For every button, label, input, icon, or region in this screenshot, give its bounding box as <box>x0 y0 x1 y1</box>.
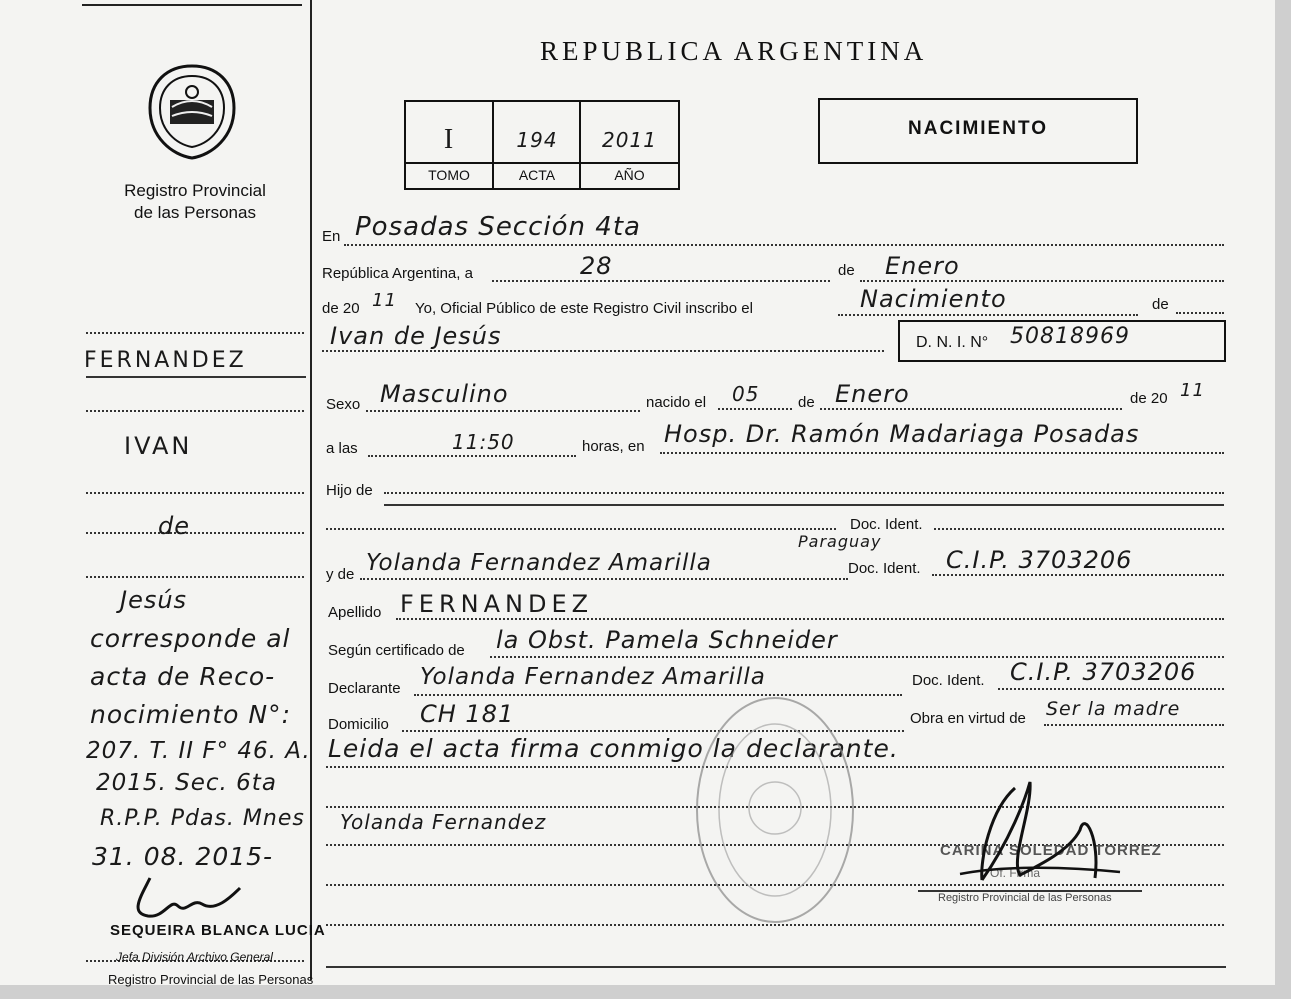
doc-type: NACIMIENTO <box>908 118 1048 139</box>
field-domicilio: CH 181 <box>420 700 515 728</box>
field-leida: Leida el acta firma conmigo la declarante. <box>328 734 899 763</box>
field-lugar: Posadas Sección 4ta <box>355 212 641 242</box>
margin-note6: R.P.P. Pdas. Mnes <box>100 806 305 831</box>
margin-note2: acta de Reco- <box>90 662 276 691</box>
label-de: de <box>838 262 855 279</box>
margin-stamp-org: Registro Provincial de las Personas <box>108 972 314 987</box>
doc-type-box <box>818 98 1138 164</box>
margin-nombre1: IVAN <box>124 432 193 460</box>
field-dia: 28 <box>580 252 613 280</box>
record-box <box>404 100 680 190</box>
field-madre-pais: Paraguay <box>798 532 882 551</box>
margin-note1: corresponde al <box>90 624 291 653</box>
field-nac-anio: 11 <box>1180 380 1205 401</box>
field-declarante-doc: C.I.P. 3703206 <box>1010 658 1197 686</box>
margin-apellido: FERNANDEZ <box>84 348 247 373</box>
field-sexo: Masculino <box>380 380 509 408</box>
registry-line1: Registro Provincial <box>124 181 266 200</box>
label-doc-ident-2: Doc. Ident. <box>848 560 921 577</box>
field-mes: Enero <box>885 252 960 280</box>
field-nac-dia: 05 <box>732 382 760 406</box>
field-madre: Yolanda Fernandez Amarilla <box>366 550 712 576</box>
official-stamp-title: Of. Firma <box>990 866 1040 880</box>
label-horas-en: horas, en <box>582 438 645 455</box>
label-doc-ident-3: Doc. Ident. <box>912 672 985 689</box>
official-signature-icon <box>920 770 1140 900</box>
margin-signature-icon <box>120 868 260 928</box>
margin-note7: 31. 08. 2015- <box>92 842 274 871</box>
acta-label: ACTA <box>518 167 556 183</box>
tomo-label: TOMO <box>428 167 470 183</box>
field-apellido: FERNANDEZ <box>400 590 594 618</box>
label-de20-b: de 20 <box>1130 390 1168 407</box>
margin-stamp-title: Jefa División Archivo General <box>116 950 273 964</box>
field-nombre: Ivan de Jesús <box>330 322 502 350</box>
top-rule <box>82 4 302 6</box>
registry-name <box>110 180 280 224</box>
label-a-las: a las <box>326 440 358 457</box>
anio-value: 2011 <box>602 128 657 152</box>
field-obra-virtud: Ser la madre <box>1046 698 1181 720</box>
label-nacido: nacido el <box>646 394 707 411</box>
official-stamp-name: CARINA SOLEDAD TORREZ <box>940 842 1162 859</box>
official-stamp-org: Registro Provincial de las Personas <box>938 892 1112 904</box>
label-dni: D. N. I. N° <box>916 334 989 351</box>
anio-label: AÑO <box>614 167 645 183</box>
label-y-de: y de <box>326 566 355 583</box>
label-sexo: Sexo <box>326 396 361 413</box>
label-doc-ident-1: Doc. Ident. <box>850 516 923 533</box>
margin-note5: 2015. Sec. 6ta <box>96 770 277 796</box>
label-republica: República Argentina, a <box>322 265 473 282</box>
margin-nombre3: Jesús <box>120 586 188 614</box>
dni-box <box>898 320 1226 362</box>
field-dni: 50818969 <box>1010 324 1130 349</box>
label-yo-oficial: Yo, Oficial Público de este Registro Civil inscribo el <box>415 300 753 317</box>
declarant-signature: Yolanda Fernandez <box>340 810 547 834</box>
margin-note3: nocimiento N°: <box>90 700 292 729</box>
margin-stamp-name: SEQUEIRA BLANCA LUCIA <box>110 922 326 939</box>
field-lugar-nac: Hosp. Dr. Ramón Madariaga Posadas <box>664 420 1140 448</box>
tomo-value: I <box>443 124 455 155</box>
field-declarante: Yolanda Fernandez Amarilla <box>420 664 766 690</box>
misiones-seal-icon <box>142 62 242 162</box>
label-apellido: Apellido <box>328 604 382 621</box>
field-anio-suffix: 11 <box>372 290 397 311</box>
label-en: En <box>322 228 341 245</box>
label-domicilio: Domicilio <box>328 716 389 733</box>
country-title: REPUBLICA ARGENTINA <box>540 36 928 66</box>
acta-value: 194 <box>516 128 558 152</box>
label-obra-virtud: Obra en virtud de <box>910 710 1026 727</box>
field-hora: 11:50 <box>452 430 515 454</box>
margin-divider <box>310 0 312 980</box>
label-de-3: de <box>798 394 815 411</box>
field-nac-mes: Enero <box>835 380 910 408</box>
label-de20: de 20 <box>322 300 360 317</box>
field-acto: Nacimiento <box>860 285 1007 313</box>
registry-line2: de las Personas <box>134 203 256 222</box>
label-declarante: Declarante <box>328 680 401 697</box>
label-segun-cert: Según certificado de <box>328 642 465 659</box>
label-hijo-de: Hijo de <box>326 482 373 499</box>
field-certificado: la Obst. Pamela Schneider <box>496 626 838 654</box>
margin-note4: 207. T. II F° 46. A. <box>86 738 311 764</box>
margin-nombre2: de <box>158 512 190 540</box>
field-madre-doc: C.I.P. 3703206 <box>946 546 1133 574</box>
label-de-2: de <box>1152 296 1169 313</box>
official-seal-icon <box>690 690 860 930</box>
